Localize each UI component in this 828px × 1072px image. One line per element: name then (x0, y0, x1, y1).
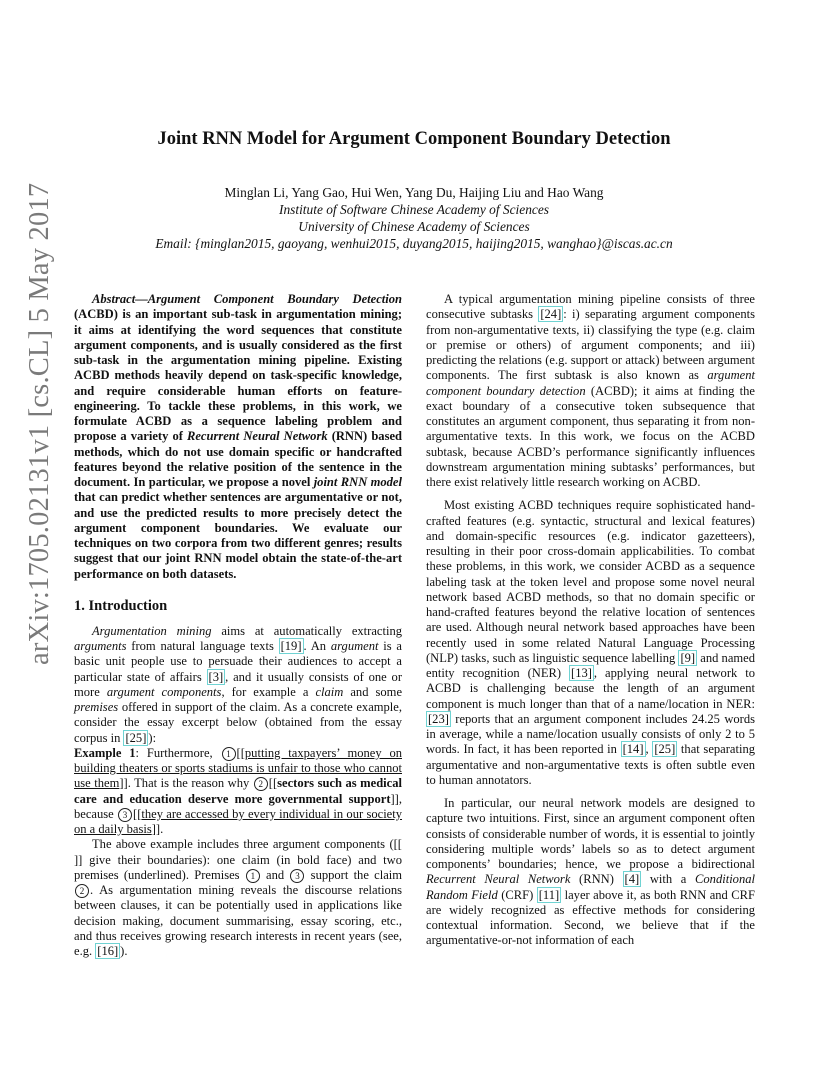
citation-link[interactable]: [4] (624, 872, 640, 887)
arxiv-identifier: arXiv:1705.02131v1 [cs.CL] 5 May 2017 (24, 182, 55, 665)
right-paragraph-2: Most existing ACBD techniques require sophisticated hand-crafted features (e.g. syntactic, structural and lexical features) and domain-specific resources (e.g. indicator gazetteers), resulting in their poor cross-domain applicabilities. To combat these problems, in this work, we consider ACBD as a sequence labeling task at the token level and propose some novel neural network based ACBD methods, so that no domain specific or hand-crafted features beyond the relative location of sentences are used. Although neural network based approaches have been recently used in some related Natural Language Processing (NLP) tasks, such as linguistic sequence labelling [9] and named entity recognition (NER) [13] , applying neural network to ACBD is challenging because the length of an argument component is much longer than that of a name/location in NER: [23] reports that an argument component includes 24.25 words in average, while a name/location usually consists of only 2 to 5 words. In fact, it has been reported in [14] , [25] that separating argumentative and non-argumentative texts is often subtle even to human annotators. (426, 498, 755, 787)
citation-link[interactable]: [13] (571, 666, 592, 680)
paper-title: Joint RNN Model for Argument Component Boundary Detection (157, 129, 671, 149)
citation-link[interactable]: [25] (125, 730, 147, 745)
claim: sectors such as medical care and education deserve more governmental support (74, 776, 402, 806)
paragraph-gap (426, 490, 755, 498)
author-block (60, 184, 768, 252)
left-column (74, 292, 402, 959)
right-column (426, 292, 755, 949)
circled-number-2: 2 (254, 777, 268, 791)
intro-paragraph-1: Argumentation mining aims at automatically extracting arguments from natural language texts [19] . An argument is a basic unit people use to persuade their audiences to accept a particular state of affairs [3] , and it usually consists of one or more argument components, for example a claim and some premises offered in support of the claim. As a concrete example, consider the essay excerpt below (obtained from the essay corpus in [25] ): (74, 623, 403, 745)
section-heading-introduction: 1. Introduction (74, 597, 168, 614)
example-1-block: Example 1: Furthermore, 1 [[putting taxpayers’ money on building theaters or sports stadiums is unfair to those who cannot use them]]. That is the reason why 2 [[sectors such as medical care and education deserve more governmental support]], because 3 [[they are accessed by every individual in our society on a daily basis]]. (74, 745, 403, 836)
right-paragraph-1: A typical argumentation mining pipeline consists of three consecutive subtasks [24] : i) separating argument components from non-argumentative texts, ii) classifying the type (e.g. claim or premise or others) of argument components; and iii) predicting the relations (e.g. support or attack) between argument components. The first subtask is also known as argument component boundary detection (ACBD); it aims at finding the exact boundary of a consecutive token subsequence that constitutes an argument component, thus separating it from non-argumentative texts. In this work, we focus on the ACBD subtask, because ACBD’s performance significantly influences downstream argumentation mining subtasks’ performances, but there exist relatively little research working on ACBD. (426, 292, 756, 489)
circled-number-1: 1 (222, 747, 236, 761)
premise-3: they are accessed by every individual in our society on a daily basis (74, 806, 403, 836)
circled-number-3: 3 (118, 808, 132, 822)
intro-paragraph-2: The above example includes three argument components ([[ ]] give their boundaries): one claim (in bold face) and two premises (underlined). Premises 1 and 3 support the claim 2 . As argumentation mining reveals the discourse relations between clauses, it can be potentially used in applications like decision making, document summarising, essay scoring, etc., and thus receives growing research interests in recent years (see, e.g. [16] ). (74, 837, 403, 958)
circled-number-3: 3 (290, 869, 304, 883)
citation-link[interactable]: [9] (680, 650, 696, 665)
citation-link[interactable]: [25] (654, 742, 676, 757)
paragraph-gap (426, 788, 755, 796)
citation-link[interactable]: [3] (208, 669, 224, 684)
right-paragraph-3: In particular, our neural network models are designed to capture two intuitions. First, since an argument component often consists of considerable number of words, it is essential to jointly considering multiple words’ labels so as to detect argument components’ boundaries; hence, we propose a bidirectional Recurrent Neural Network (RNN) [4] with a Conditional Random Field (CRF) [11] layer above it, as both RNN and CRF are widely recognized as effective methods for considering contextual information. Second, we believe that if the argumentative-or-not information of each (426, 796, 755, 948)
abstract: Abstract—Argument Component Boundary Detection (ACBD) is an important sub-task in argumentation mining; it aims at identifying the word sequences that constitute argument components, and is usually considered as the first sub-task in the argumentation mining pipeline. Existing ACBD methods heavily depend on task-specific knowledge, and require considerable human efforts on feature-engineering. To tackle these problems, in this work, we formulate ACBD as a sequence labeling problem and propose a variety of Recurrent Neural Network (RNN) based methods, which do not use domain specific or handcrafted features beyond the relative position of the sentence in the document. In particular, we propose a novel joint RNN model that can predict whether sentences are argumentative or not, and use the predicted results to more precisely detect the argument component boundaries. We evaluate our techniques on two corpora from two different genres; results suggest that our joint RNN model obtain the state-of-the-art performance on both datasets. (74, 292, 402, 581)
author-names: Minglan Li, Yang Gao, Hui Wen, Yang Du, Haijing Liu and Hao Wang (224, 185, 604, 200)
citation-link[interactable]: [23] (428, 711, 449, 726)
citation-link[interactable]: [11] (538, 887, 560, 902)
premise-1: putting taxpayers’ money on building theaters or sports stadiums is unfair to those who cannot use them (74, 745, 402, 791)
citation-link[interactable]: [14] (622, 742, 644, 757)
citation-link[interactable]: [16] (97, 944, 119, 958)
email-line: Email: {minglan2015, gaoyang, wenhui2015, duyang2015, haijing2015, wanghao}@iscas.ac.cn (155, 236, 673, 251)
circled-number-2: 2 (75, 884, 89, 898)
circled-number-1: 1 (246, 869, 260, 883)
citation-link[interactable]: [24] (540, 307, 562, 322)
affiliation-2: University of Chinese Academy of Sciences (298, 219, 530, 234)
citation-link[interactable]: [19] (280, 639, 302, 653)
affiliation-1: Institute of Software Chinese Academy of Sciences (279, 202, 549, 217)
